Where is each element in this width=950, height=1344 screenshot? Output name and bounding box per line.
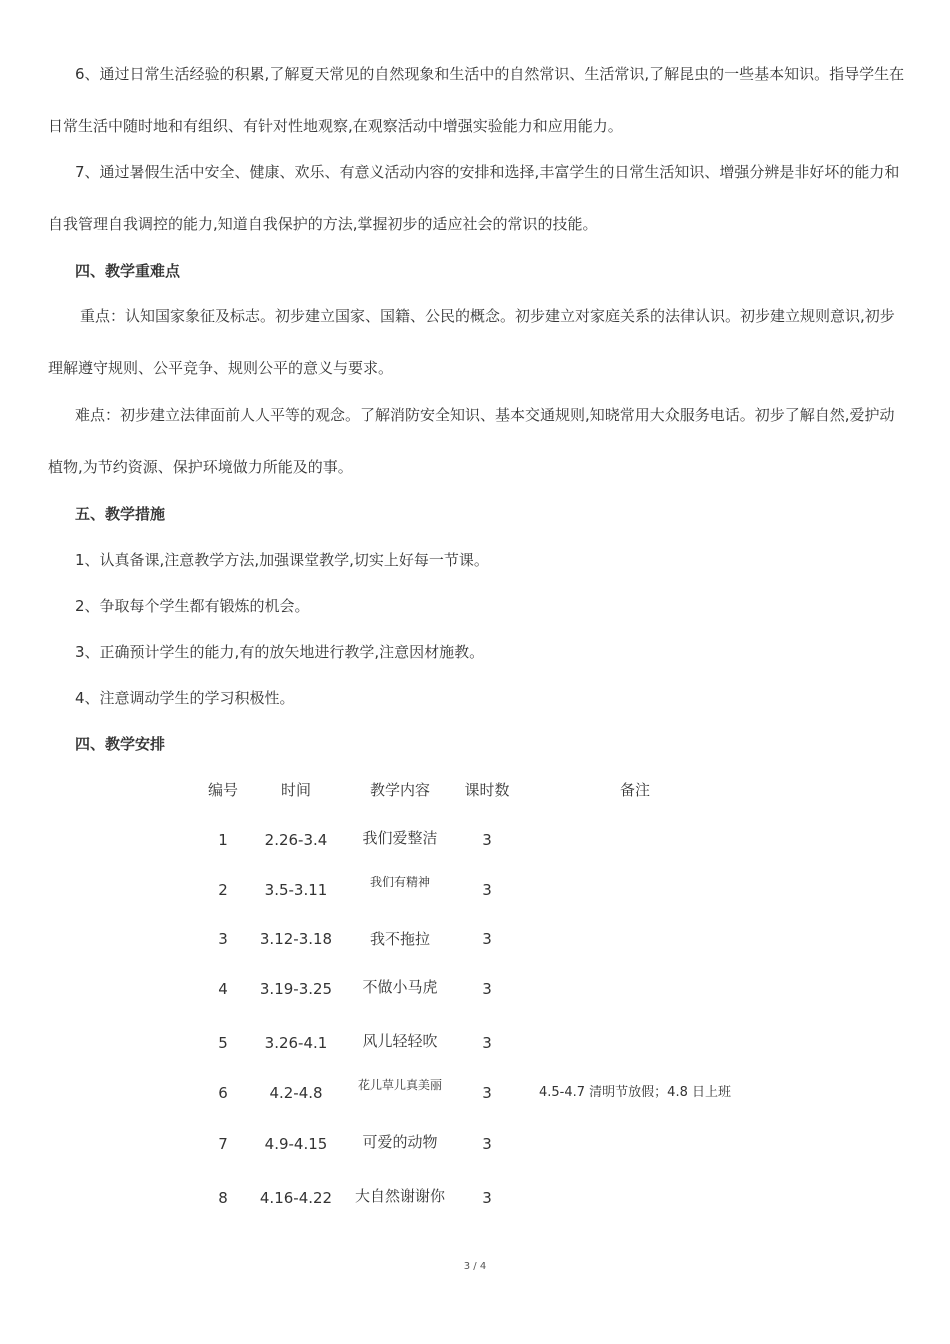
cell-content: 我们有精神: [369, 875, 430, 889]
section-heading-measures: 五、教学措施: [75, 505, 166, 523]
cell-number: 6: [218, 1084, 228, 1102]
cell-number: 7: [218, 1135, 228, 1153]
header-number: 编号: [207, 781, 238, 799]
cell-time: 4.2-4.8: [269, 1084, 323, 1102]
cell-note: 4.5-4.7 清明节放假；4.8 日上班: [539, 1085, 731, 1100]
header-time: 时间: [280, 781, 311, 799]
measure-item: 3、正确预计学生的能力,有的放矢地进行教学,注意因材施教。: [75, 643, 485, 661]
header-hours: 课时数: [464, 781, 510, 799]
table-row: [0, 828, 950, 852]
cell-time: 3.19-3.25: [259, 980, 333, 998]
table-row: [0, 1186, 950, 1210]
cell-content: 不做小马虎: [362, 978, 438, 996]
cell-content: 可爱的动物: [362, 1133, 438, 1151]
cell-number: 1: [218, 831, 228, 849]
cell-number: 4: [218, 980, 228, 998]
section-heading-schedule: 四、教学安排: [75, 735, 166, 753]
cell-hours: 3: [482, 1084, 492, 1102]
page-indicator: 3 / 4: [463, 1261, 487, 1272]
cell-time: 4.16-4.22: [259, 1189, 333, 1207]
table-row: [0, 977, 950, 1001]
paragraph-6: 6、通过日常生活经验的积累,了解夏天常见的自然现象和生活中的自然常识、生活常识,了解昆虫的一些基本知识。指导学生在日常生活中随时地和有组织、有针对性地观察,在观察活动中增强实验能力和应用能力。: [48, 65, 905, 135]
cell-number: 2: [218, 881, 228, 899]
cell-content: 花儿草儿真美丽: [357, 1078, 442, 1092]
cell-content: 我不拖拉: [369, 930, 430, 948]
measure-item: 2、争取每个学生都有锻炼的机会。: [75, 597, 310, 615]
key-points-paragraph: 重点：认知国家象征及标志。初步建立国家、国籍、公民的概念。初步建立对家庭关系的法律认识。初步建立规则意识,初步理解遵守规则、公平竞争、规则公平的意义与要求。: [48, 307, 895, 377]
section-heading-difficulties: 四、教学重难点: [75, 262, 181, 280]
cell-hours: 3: [482, 980, 492, 998]
cell-hours: 3: [482, 831, 492, 849]
cell-number: 8: [218, 1189, 228, 1207]
paragraph-7: 7、通过暑假生活中安全、健康、欢乐、有意义活动内容的安排和选择,丰富学生的日常生活知识、增强分辨是非好坏的能力和自我管理自我调控的能力,知道自我保护的方法,掌握初步的适应社会的常识的技能。: [48, 163, 900, 233]
table-row: [0, 1031, 950, 1055]
table-row: [0, 875, 950, 902]
table-row: [0, 927, 950, 951]
table-header-row: [0, 778, 950, 802]
cell-hours: 3: [482, 1135, 492, 1153]
cell-hours: 3: [482, 1034, 492, 1052]
cell-content: 大自然谢谢你: [354, 1187, 445, 1205]
cell-number: 3: [218, 930, 228, 948]
table-row: [0, 1078, 950, 1105]
cell-content: 风儿轻轻吹: [362, 1032, 438, 1050]
cell-time: 3.5-3.11: [264, 881, 328, 899]
cell-hours: 3: [482, 930, 492, 948]
cell-number: 5: [218, 1034, 228, 1052]
measure-item: 4、注意调动学生的学习积极性。: [75, 689, 295, 707]
cell-time: 2.26-3.4: [264, 831, 328, 849]
cell-time: 3.12-3.18: [259, 930, 333, 948]
cell-hours: 3: [482, 881, 492, 899]
header-note: 备注: [619, 781, 650, 799]
measure-item: 1、认真备课,注意教学方法,加强课堂教学,切实上好每一节课。: [75, 551, 489, 569]
cell-time: 3.26-4.1: [264, 1034, 328, 1052]
cell-hours: 3: [482, 1189, 492, 1207]
cell-content: 我们爱整洁: [362, 829, 438, 847]
cell-time: 4.9-4.15: [264, 1135, 328, 1153]
table-row: [0, 1132, 950, 1156]
header-content: 教学内容: [369, 781, 430, 799]
difficulties-paragraph: 难点：初步建立法律面前人人平等的观念。了解消防安全知识、基本交通规则,知晓常用大众服务电话。初步了解自然,爱护动植物,为节约资源、保护环境做力所能及的事。: [48, 406, 895, 476]
